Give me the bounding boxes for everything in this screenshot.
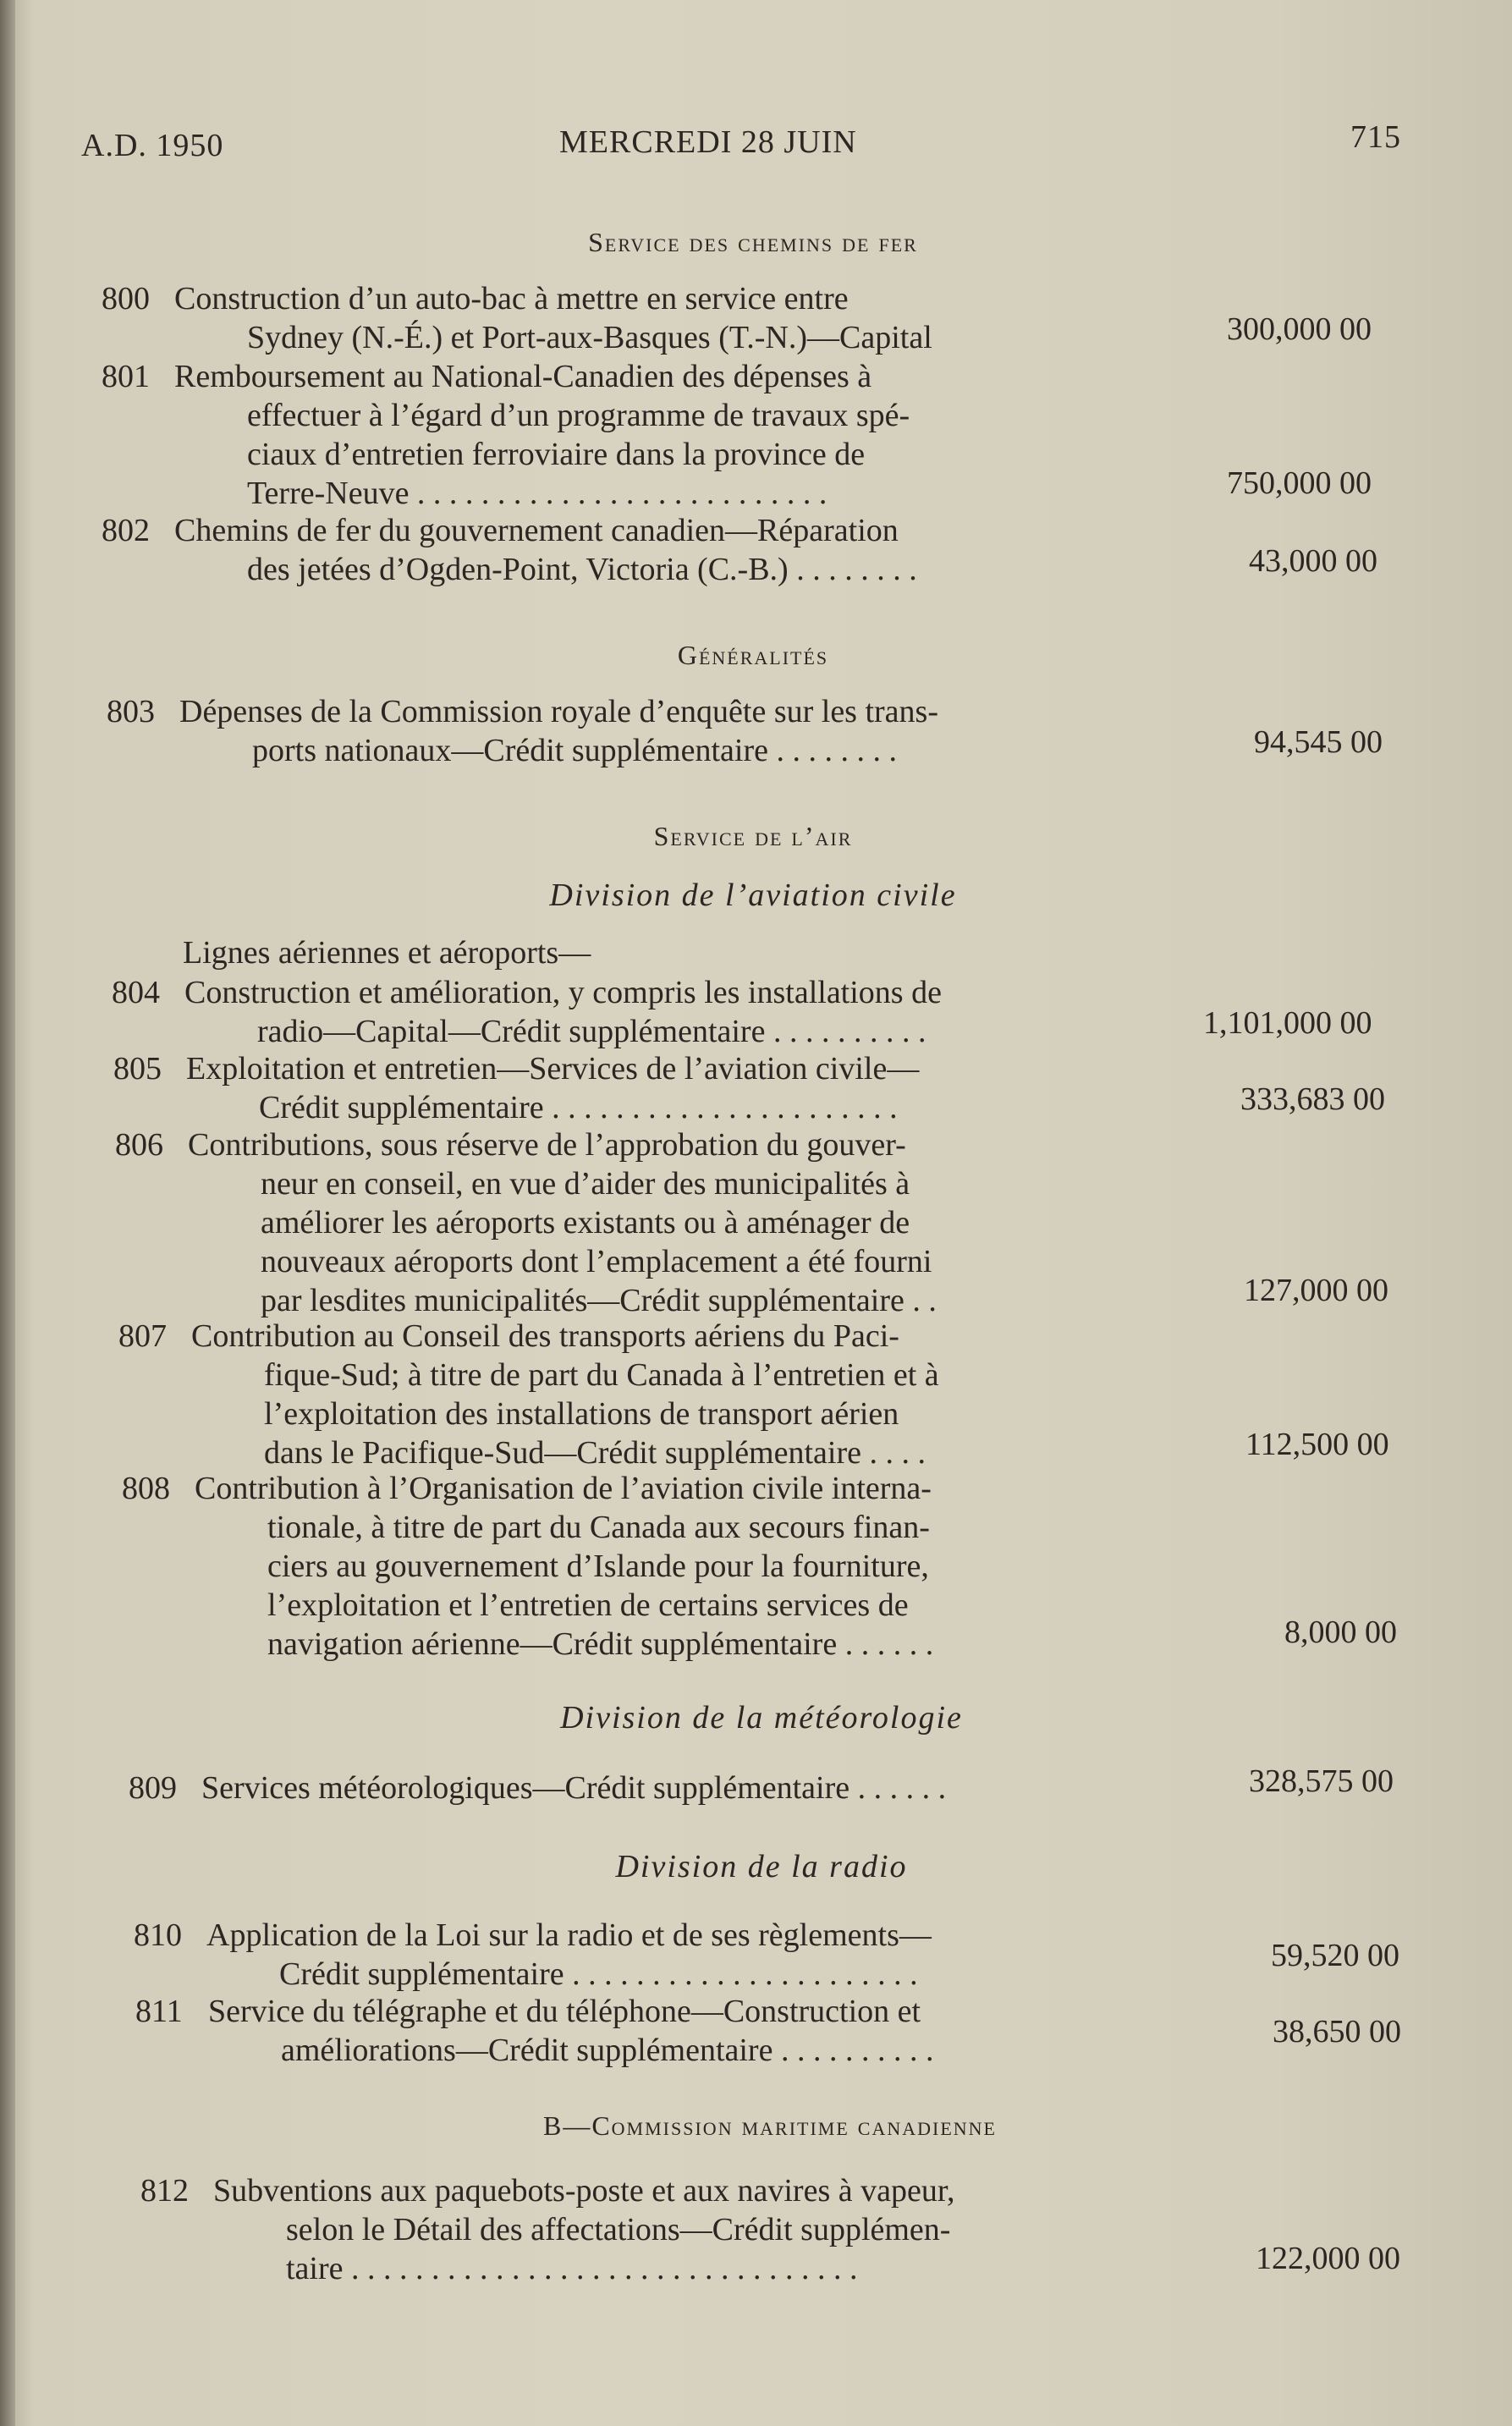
item-text-line: nouveaux aéroports dont l’emplacement a été fourni [261,1244,932,1279]
subheading-lignes-aeriennes: Lignes aériennes et aéroports— [183,935,591,971]
item-number: 810 [134,1917,182,1953]
item-text-line: neur en conseil, en vue d’aider des municipalités à [261,1166,910,1202]
item-number: 803 [107,694,155,729]
page-header [81,119,1401,178]
item-number: 804 [112,975,160,1010]
item-amount: 38,650 00 [1273,2014,1401,2049]
item-amount: 1,101,000 00 [1203,1005,1372,1041]
section-heading-chemins-de-fer: Service des chemins de fer [588,227,918,257]
item-number: 808 [122,1471,170,1506]
item-text-line: ports nationaux—Crédit supplémentaire . . . . . . . . [252,733,897,768]
item-text-line: l’exploitation et l’entretien de certains services de [267,1587,909,1623]
item-text-line: effectuer à l’égard d’un programme de travaux spé- [247,398,910,433]
item-text-line: Sydney (N.-É.) et Port-aux-Basques (T.-N.)—Capital [247,320,932,355]
item-text-line: fique-Sud; à titre de part du Canada à l’entretien et à [264,1357,939,1393]
item-text-line: Service du télégraphe et du téléphone—Construction et [208,1994,921,2029]
item-text-line: taire . . . . . . . . . . . . . . . . . . . . . . . . . . . . . . . . [286,2251,858,2286]
item-text-line: l’exploitation des installations de transport aérien [264,1396,899,1432]
item-text-line: améliorations—Crédit supplémentaire . . . . . . . . . . [281,2033,934,2068]
item-text-line: Terre-Neuve . . . . . . . . . . . . . . . . . . . . . . . . . . [247,476,827,511]
section-heading-generalites: Généralités [677,640,829,670]
item-amount: 750,000 00 [1227,465,1372,501]
item-number: 811 [135,1994,183,2029]
item-text-line: Dépenses de la Commission royale d’enquête sur les trans- [179,694,938,729]
header-year: A.D. 1950 [81,128,224,163]
item-text-line: selon le Détail des affectations—Crédit supplémen- [286,2212,951,2247]
item-text-line: Remboursement au National-Canadien des dépenses à [174,359,872,394]
item-amount: 122,000 00 [1256,2241,1400,2276]
item-text-line: ciaux d’entretien ferroviaire dans la province de [247,437,866,472]
item-number: 806 [115,1127,163,1163]
item-text-line: navigation aérienne—Crédit supplémentaire . . . . . . [267,1626,934,1662]
item-text-line: Crédit supplémentaire . . . . . . . . . . . . . . . . . . . . . . [279,1956,918,1992]
item-amount: 8,000 00 [1284,1615,1397,1650]
item-text-line: radio—Capital—Crédit supplémentaire . . . . . . . . . . [257,1014,926,1049]
subsection-heading-radio: Division de la radio [615,1849,908,1884]
item-amount: 333,683 00 [1240,1081,1385,1117]
item-text-line: améliorer les aéroports existants ou à aménager de [261,1205,910,1241]
item-amount: 328,575 00 [1249,1763,1394,1799]
item-text-line: Contributions, sous réserve de l’approbation du gouver- [188,1127,906,1163]
item-number: 802 [102,513,150,548]
item-number: 805 [113,1051,162,1086]
item-amount: 300,000 00 [1227,311,1372,347]
item-text-line: Construction et amélioration, y compris les installations de [184,975,942,1010]
item-text-line: par lesdites municipalités—Crédit supplémentaire . . [261,1283,937,1318]
page-number: 715 [1350,119,1401,155]
item-text-line: Crédit supplémentaire . . . . . . . . . . . . . . . . . . . . . . [259,1090,898,1125]
item-text-line: Application de la Loi sur la radio et de ses règlements— [206,1917,932,1953]
item-text-line: ciers au gouvernement d’Islande pour la fourniture, [267,1549,929,1584]
item-text-line: dans le Pacifique-Sud—Crédit supplémentaire . . . . [264,1435,926,1471]
item-text-line: Contribution à l’Organisation de l’aviation civile interna- [195,1471,932,1506]
item-amount: 112,500 00 [1245,1427,1389,1462]
item-amount: 59,520 00 [1271,1938,1399,1973]
item-number: 809 [129,1770,177,1806]
header-date: MERCREDI 28 JUIN [559,124,857,160]
section-heading-commission-maritime: B—Commission maritime canadienne [542,2110,997,2141]
binding-gutter [0,0,15,2426]
item-number: 812 [140,2173,189,2209]
item-number: 807 [118,1318,167,1354]
item-amount: 127,000 00 [1244,1273,1388,1308]
item-text-line: Chemins de fer du gouvernement canadien—Réparation [174,513,899,548]
item-text-line: Services météorologiques—Crédit supplémentaire . . . . . . [201,1770,947,1806]
item-number: 801 [102,359,150,394]
subsection-heading-aviation-civile: Division de l’aviation civile [549,877,957,913]
item-number: 800 [102,281,150,316]
item-amount: 94,545 00 [1254,724,1383,760]
item-text-line: Construction d’un auto-bac à mettre en service entre [174,281,849,316]
subsection-heading-meteorologie: Division de la météorologie [560,1700,963,1736]
item-text-line: Exploitation et entretien—Services de l’aviation civile— [186,1051,920,1086]
item-text-line: Contribution au Conseil des transports aériens du Paci- [191,1318,899,1354]
item-text-line: Subventions aux paquebots-poste et aux navires à vapeur, [213,2173,955,2209]
item-text-line: des jetées d’Ogden-Point, Victoria (C.-B.) . . . . . . . . [247,552,917,587]
item-text-line: tionale, à titre de part du Canada aux secours finan- [267,1510,930,1545]
section-heading-service-air: Service de l’air [653,821,853,851]
item-amount: 43,000 00 [1249,543,1377,579]
